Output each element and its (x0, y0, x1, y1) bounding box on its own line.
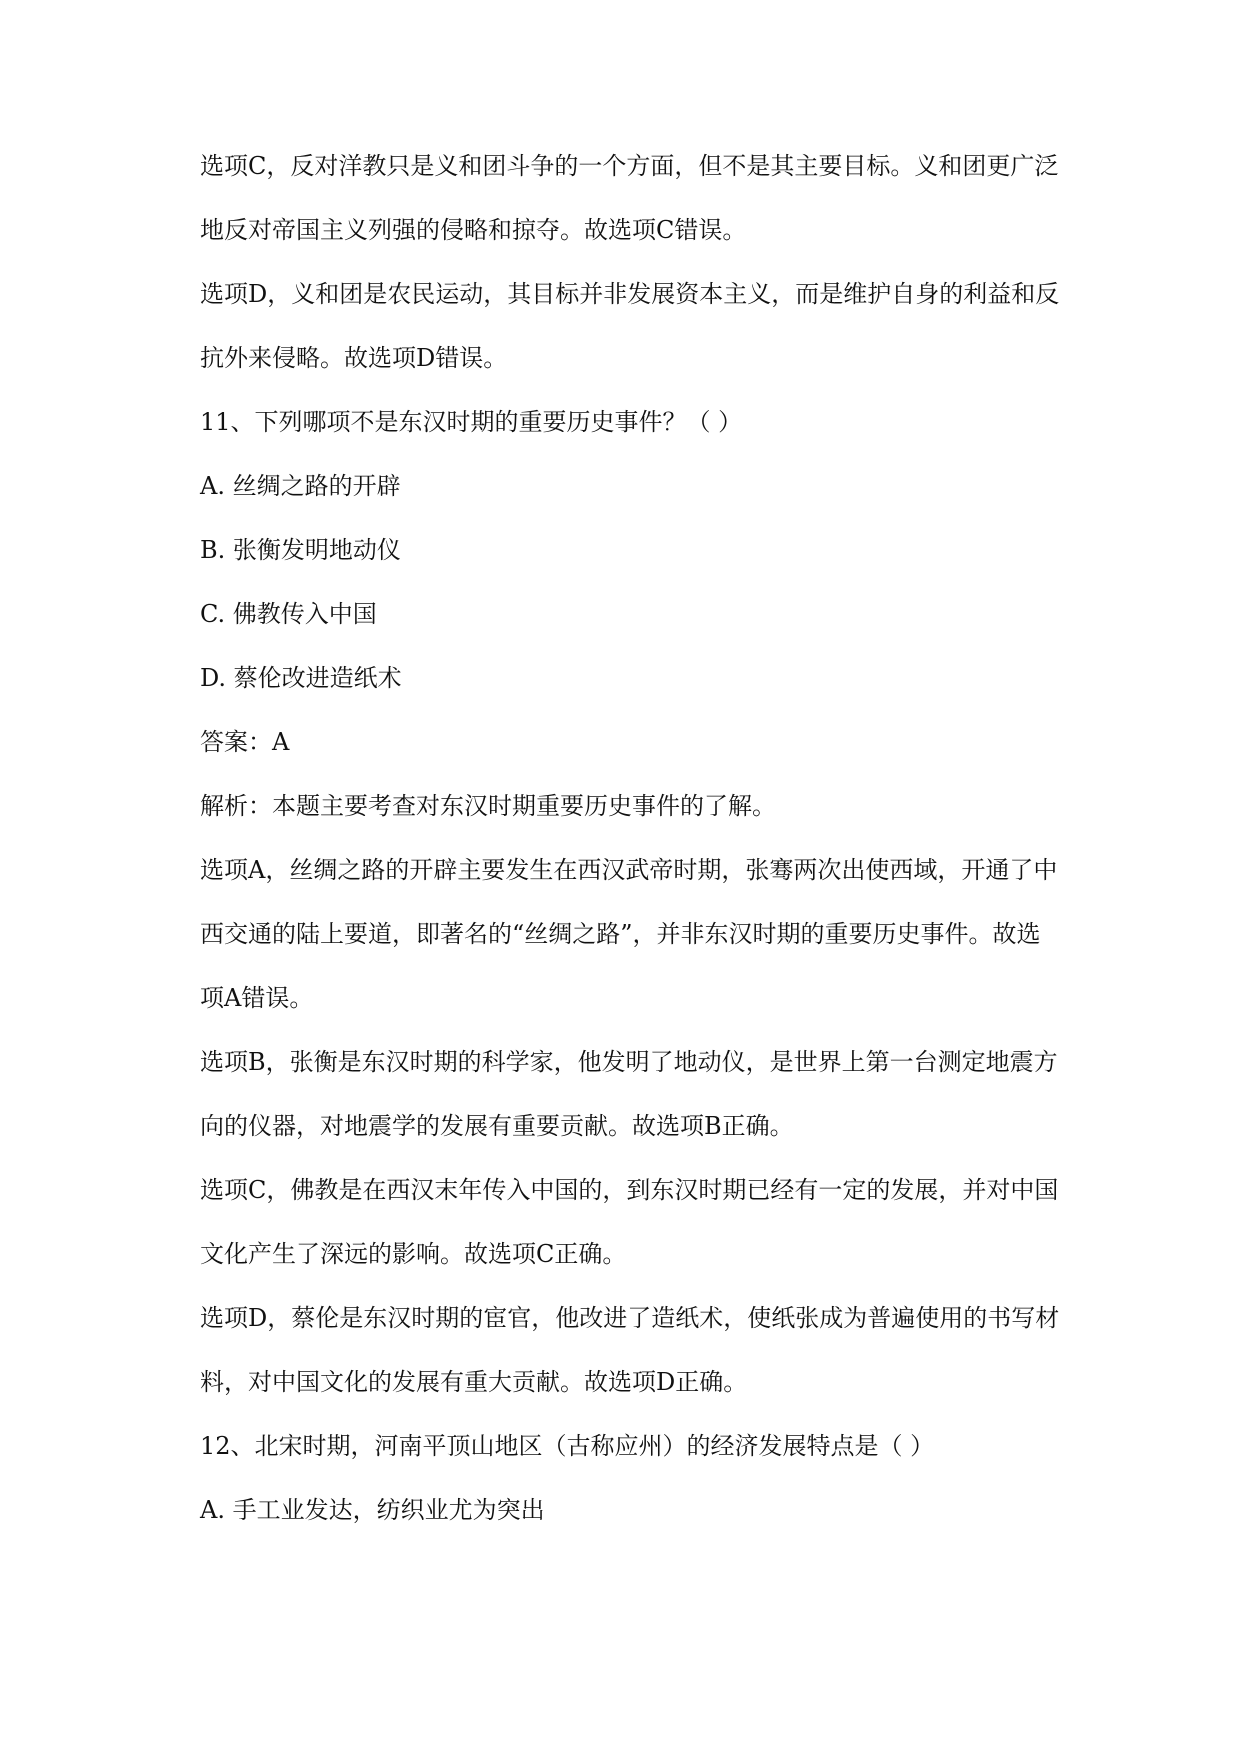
paragraph-line: 选项A，丝绸之路的开辟主要发生在西汉武帝时期，张骞两次出使西域，开通了中 (200, 856, 1058, 884)
paragraph-line: 向的仪器，对地震学的发展有重要贡献。故选项B正确。 (200, 1112, 794, 1140)
question-12-stem: 12、北宋时期，河南平顶山地区（古称应州）的经济发展特点是（ ） (200, 1432, 935, 1460)
question-11-analysis: 解析：本题主要考查对东汉时期重要历史事件的了解。 (200, 792, 776, 820)
paragraph-line: 抗外来侵略。故选项D错误。 (200, 344, 508, 372)
paragraph-line: 选项D，蔡伦是东汉时期的宦官，他改进了造纸术，使纸张成为普遍使用的书写材 (200, 1304, 1060, 1332)
question-11-option-c: C. 佛教传入中国 (200, 600, 377, 628)
paragraph-line: 料，对中国文化的发展有重大贡献。故选项D正确。 (200, 1368, 748, 1396)
paragraph-line: 项A错误。 (200, 984, 314, 1012)
question-11-stem: 11、下列哪项不是东汉时期的重要历史事件？（ ） (200, 408, 743, 436)
question-11-option-b: B. 张衡发明地动仪 (200, 536, 401, 564)
paragraph-line: 选项D，义和团是农民运动，其目标并非发展资本主义，而是维护自身的利益和反 (200, 280, 1060, 308)
paragraph-line: 选项C，反对洋教只是义和团斗争的一个方面，但不是其主要目标。义和团更广泛 (200, 152, 1059, 180)
question-12-option-a: A. 手工业发达，纺织业尤为突出 (200, 1496, 545, 1524)
paragraph-line: 地反对帝国主义列强的侵略和掠夺。故选项C错误。 (200, 216, 747, 244)
question-11-answer: 答案：A (200, 728, 290, 756)
paragraph-line: 选项B，张衡是东汉时期的科学家，他发明了地动仪，是世界上第一台测定地震方 (200, 1048, 1058, 1076)
paragraph-line: 西交通的陆上要道，即著名的“丝绸之路”，并非东汉时期的重要历史事件。故选 (200, 920, 1041, 948)
paragraph-line: 选项C，佛教是在西汉末年传入中国的，到东汉时期已经有一定的发展，并对中国 (200, 1176, 1059, 1204)
paragraph-line: 文化产生了深远的影响。故选项C正确。 (200, 1240, 627, 1268)
question-11-option-a: A. 丝绸之路的开辟 (200, 472, 401, 500)
question-11-option-d: D. 蔡伦改进造纸术 (200, 664, 402, 692)
